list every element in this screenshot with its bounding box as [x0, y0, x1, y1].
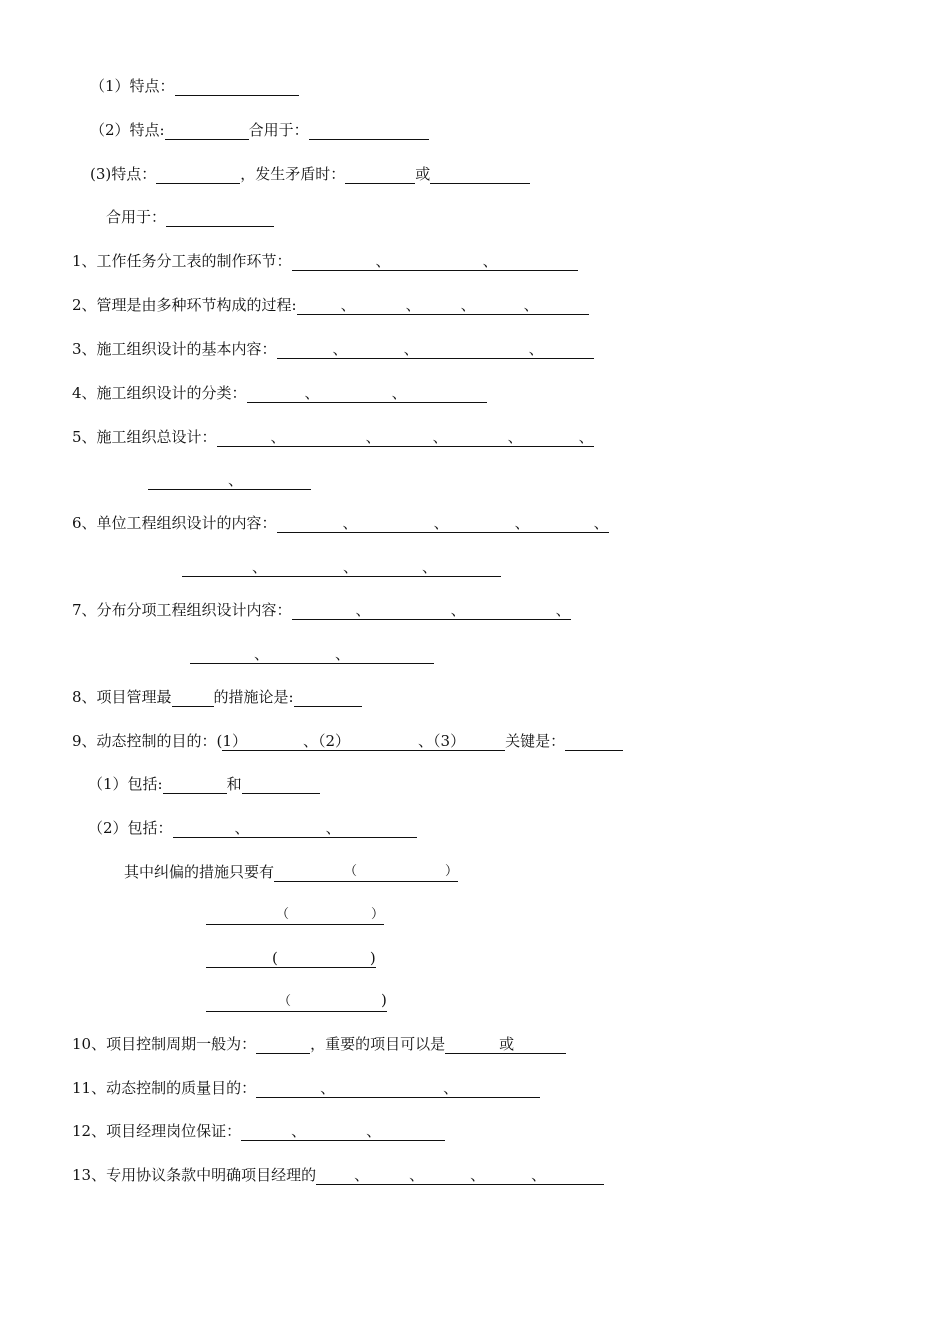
label: 或: [415, 165, 431, 183]
blank[interactable]: [430, 165, 530, 184]
blank-group[interactable]: ( ): [206, 949, 376, 968]
blank-group[interactable]: （ ）: [206, 904, 384, 925]
question-8: [72, 687, 362, 709]
label: 4、施工组织设计的分类：: [72, 384, 247, 402]
question-a3: [90, 164, 530, 186]
question-6: [72, 513, 609, 535]
question-9-correction: [124, 861, 458, 883]
question-7-cont: [190, 644, 434, 666]
label: 2、管理是由多种环节构成的过程:: [72, 296, 297, 314]
question-a1: [90, 76, 299, 98]
label: 12、项目经理岗位保证：: [72, 1122, 242, 1140]
question-9-sub2: [88, 818, 417, 840]
label: （1）包括:: [88, 775, 163, 793]
label: ，发生矛盾时：: [240, 165, 346, 183]
blank-group[interactable]: （ ）: [274, 861, 458, 882]
blank[interactable]: [165, 121, 249, 140]
label: 13、专用协议条款中明确项目经理的: [72, 1166, 317, 1184]
blank[interactable]: [565, 732, 623, 751]
label: （1）特点：: [90, 77, 175, 95]
blank[interactable]: [309, 121, 429, 140]
question-13: [72, 1165, 604, 1187]
blank[interactable]: [242, 775, 320, 794]
blank-group[interactable]: 、 、 、: [292, 601, 571, 620]
label: 11、动态控制的质量目的：: [72, 1079, 257, 1097]
label: 3、施工组织设计的基本内容：: [72, 340, 277, 358]
label: 1、工作任务分工表的制作环节：: [72, 252, 292, 270]
blank-group[interactable]: 、 、: [256, 1079, 540, 1098]
question-9-sub1: [88, 774, 320, 796]
question-a2: [90, 120, 429, 142]
blank-group[interactable]: 、 、: [173, 819, 417, 838]
blank-group[interactable]: 、 、 、 、: [316, 1166, 604, 1185]
blank-group[interactable]: 、: [148, 471, 311, 490]
label: 5、施工组织总设计：: [72, 428, 217, 446]
label: 合用于：: [106, 208, 167, 226]
label: 8、项目管理最: [72, 688, 172, 706]
question-10: [72, 1034, 566, 1056]
question-9: [72, 731, 623, 753]
blank[interactable]: [166, 208, 274, 227]
question-5: [72, 427, 594, 449]
blank-group[interactable]: 、 、: [190, 645, 434, 664]
label: 9、动态控制的目的：(: [72, 732, 223, 750]
correction-line-3: [206, 948, 376, 970]
label: 7、分布分项工程组织设计内容：: [72, 601, 292, 619]
blank-group[interactable]: 、 、 、: [277, 340, 594, 359]
question-4: [72, 383, 487, 405]
blank[interactable]: [163, 775, 227, 794]
question-5-cont: [148, 470, 311, 492]
blank[interactable]: [294, 688, 362, 707]
question-11: [72, 1078, 540, 1100]
correction-line-2: [206, 904, 384, 926]
question-a4: [106, 207, 274, 229]
blank-group[interactable]: （ ): [206, 991, 387, 1012]
label: 其中纠偏的措施只要有: [124, 863, 275, 881]
label: 合用于：: [248, 121, 309, 139]
label: 和: [226, 775, 242, 793]
blank-group[interactable]: 、 、: [247, 384, 487, 403]
blank-group[interactable]: 、 、 、 、: [297, 296, 589, 315]
blank-group[interactable]: 或: [445, 1035, 566, 1054]
question-2: [72, 295, 589, 317]
label: 10、项目控制周期一般为：: [72, 1035, 257, 1053]
blank-group[interactable]: 、 、 、 、: [277, 514, 609, 533]
label: 的措施论是:: [213, 688, 294, 706]
question-1: [72, 251, 578, 273]
blank-group[interactable]: 、 、 、 、 、: [217, 428, 594, 447]
blank[interactable]: [256, 1035, 310, 1054]
blank-group[interactable]: 、 、: [292, 252, 578, 271]
question-3: [72, 339, 594, 361]
blank[interactable]: [172, 688, 214, 707]
correction-line-4: [206, 991, 387, 1013]
blank[interactable]: [156, 165, 240, 184]
label: 6、单位工程组织设计的内容：: [72, 514, 277, 532]
blank-group[interactable]: 、 、: [241, 1122, 445, 1141]
label: （2）包括：: [88, 819, 173, 837]
label: (3)特点：: [90, 165, 157, 183]
label: 关键是：: [505, 732, 566, 750]
label: ，重要的项目可以是: [310, 1035, 446, 1053]
blank[interactable]: [175, 77, 299, 96]
question-12: [72, 1121, 445, 1143]
label: （2）特点:: [90, 121, 165, 139]
question-7: [72, 600, 571, 622]
blank-group[interactable]: 1） 、（2） 、（3）: [222, 732, 505, 751]
blank[interactable]: [345, 165, 415, 184]
question-6-cont: [182, 557, 501, 579]
blank-group[interactable]: 、 、 、: [182, 558, 501, 577]
